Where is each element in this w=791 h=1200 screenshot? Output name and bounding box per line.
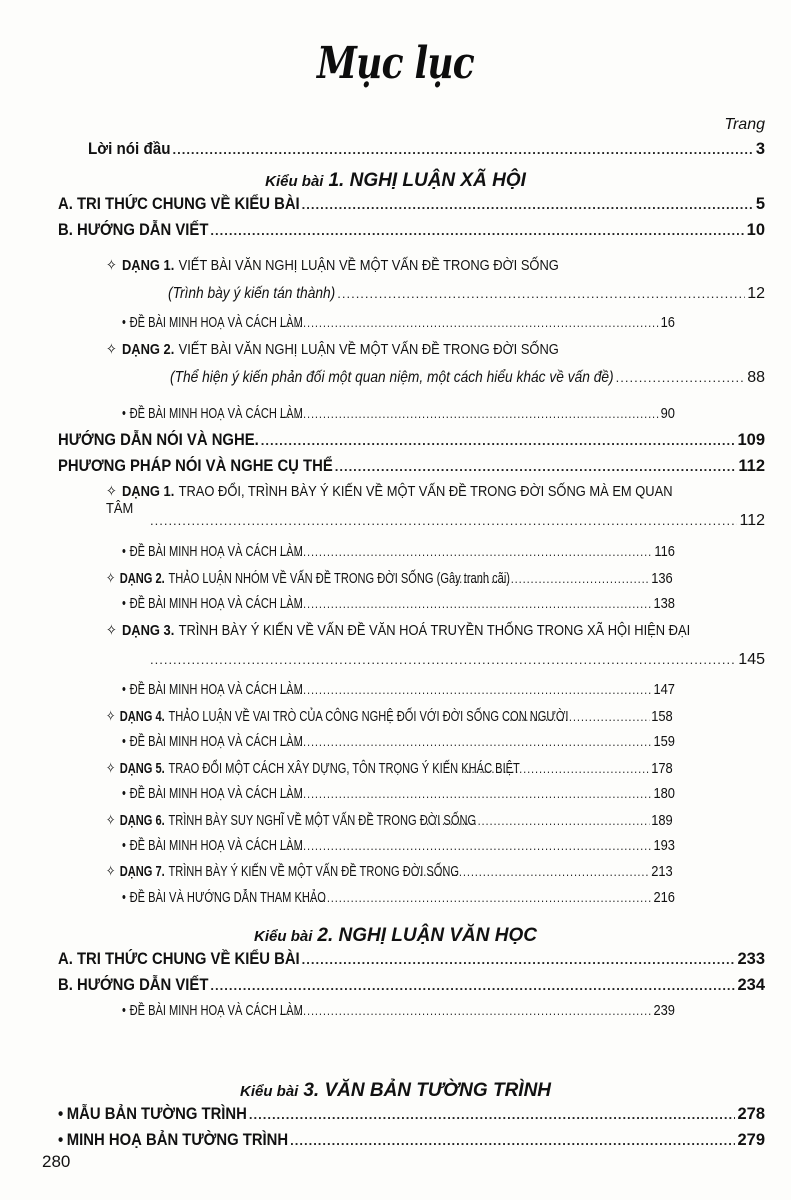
toc-entry-heading: [106, 482, 695, 517]
entry-page-number: 216: [653, 889, 675, 906]
bullet-icon: •: [122, 405, 126, 422]
entry-label: [122, 405, 303, 422]
dot-leader: [279, 315, 659, 330]
dot-leader: [279, 544, 652, 559]
dot-leader: [616, 370, 746, 385]
bullet-icon: •: [122, 595, 126, 612]
toc-entry[interactable]: [58, 1131, 765, 1150]
toc-entry[interactable]: [106, 707, 673, 725]
toc-entry[interactable]: [106, 862, 673, 880]
diamond-marker-icon: ✧: [106, 483, 117, 500]
entry-label: [58, 1131, 288, 1150]
toc-entry[interactable]: [148, 651, 765, 669]
bullet-icon: •: [122, 1002, 126, 1019]
page-title: Mục lục: [317, 38, 474, 89]
preface-label: Lời nói đầu: [88, 140, 171, 158]
bullet-icon: •: [122, 681, 126, 698]
diamond-marker-icon: ✧: [106, 863, 116, 880]
diamond-marker-icon: ✧: [106, 257, 117, 274]
entry-label: [106, 569, 511, 587]
entry-label: [58, 195, 300, 214]
entry-page-number: 147: [653, 681, 675, 698]
entry-label: [122, 681, 303, 698]
bullet-label: ĐỀ BÀI MINH HOẠ VÀ CÁCH LÀM: [129, 543, 303, 560]
dang-title: THẢO LUẬN NHÓM VỀ VẤN ĐỀ TRONG ĐỜI SỐNG (Gây tranh cãi): [168, 570, 511, 587]
entry-page-number: 138: [653, 595, 675, 612]
entry-label-text: A. TRI THỨC CHUNG VỀ KIỂU BÀI: [58, 950, 300, 968]
section-prefix: Kiểu bài: [239, 1083, 299, 1100]
entry-continuation: (Thể hiện ý kiến phản đối một quan niệm, một cách hiểu khác về vấn đề): [170, 369, 614, 386]
bullet-icon: •: [58, 1105, 64, 1123]
entry-label: [106, 759, 520, 777]
toc-entry[interactable]: [58, 1105, 765, 1124]
entry-label-text: A. TRI THỨC CHUNG VỀ KIỂU BÀI: [58, 195, 300, 213]
toc-entry[interactable]: [122, 314, 675, 331]
diamond-marker-icon: ✧: [106, 570, 116, 587]
toc-entry[interactable]: [122, 681, 675, 698]
bullet-label: ĐỀ BÀI MINH HOẠ VÀ CÁCH LÀM: [129, 733, 303, 750]
entry-page-number: 16: [660, 314, 675, 331]
bullet-label: ĐỀ BÀI MINH HOẠ VÀ CÁCH LÀM: [129, 595, 303, 612]
bullet-icon: •: [122, 733, 126, 750]
page-column-header: Trang: [724, 116, 765, 133]
entry-label: [122, 595, 303, 612]
entry-label: [122, 314, 303, 331]
entry-label: [58, 1105, 247, 1124]
dang-title: TRAO ĐỔI, TRÌNH BÀY Ý KIẾN VỀ MỘT VẤN ĐỀ TRONG ĐỜI SỐNG MÀ EM QUAN TÂM: [106, 483, 673, 517]
dot-leader: [150, 652, 736, 667]
toc-entry[interactable]: [58, 221, 765, 240]
bullet-icon: •: [58, 1131, 64, 1149]
entry-label: [106, 811, 477, 829]
toc-entry-heading: [106, 256, 559, 280]
entry-label: [58, 457, 333, 476]
dot-leader: [279, 786, 652, 801]
dot-leader: [210, 978, 735, 993]
dang-label: DẠNG 7.: [119, 863, 165, 880]
dang-label: DẠNG 1.: [121, 257, 175, 274]
entry-page-number: 112: [739, 512, 765, 529]
diamond-marker-icon: ✧: [106, 708, 116, 725]
bullet-label: MẪU BẢN TƯỜNG TRÌNH: [66, 1105, 247, 1123]
toc-entry[interactable]: [148, 512, 765, 530]
dot-leader: [290, 1133, 735, 1148]
entry-label: [168, 285, 335, 303]
entry-label: [106, 707, 569, 725]
entry-label: [122, 543, 303, 560]
bullet-label: ĐỀ BÀI MINH HOẠ VÀ CÁCH LÀM: [129, 837, 303, 854]
bullet-icon: •: [122, 543, 126, 560]
toc-entry[interactable]: [122, 543, 675, 560]
entry-label: [58, 431, 259, 450]
dang-title: VIẾT BÀI VĂN NGHỊ LUẬN VỀ MỘT VẤN ĐỀ TRONG ĐỜI SỐNG: [178, 341, 559, 358]
diamond-marker-icon: ✧: [106, 812, 116, 829]
toc-entry[interactable]: [106, 811, 673, 829]
toc-entry[interactable]: [58, 195, 765, 214]
dot-leader: [261, 433, 736, 448]
dot-leader: [279, 682, 652, 697]
entry-label-text: B. HƯỚNG DẪN VIẾT: [58, 976, 209, 994]
bullet-label: ĐỀ BÀI VÀ HƯỚNG DẪN THAM KHẢO: [129, 889, 326, 906]
dot-leader: [337, 286, 745, 301]
toc-entry[interactable]: [122, 733, 675, 750]
dang-title: VIẾT BÀI VĂN NGHỊ LUẬN VỀ MỘT VẤN ĐỀ TRONG ĐỜI SỐNG: [178, 257, 559, 274]
entry-label: [58, 221, 208, 240]
section-title: 2. NGHỊ LUẬN VĂN HỌC: [317, 925, 537, 946]
entry-continuation: (Trình bày ý kiến tán thành): [168, 285, 336, 302]
toc-entry[interactable]: [58, 431, 765, 450]
dang-label: DẠNG 2.: [119, 570, 165, 587]
entry-page-number: 88: [747, 369, 765, 386]
entry-page-number: 193: [653, 837, 675, 854]
entry-page-number: 109: [737, 431, 765, 449]
entry-label-text: PHƯƠNG PHÁP NÓI VÀ NGHE CỤ THỂ: [58, 457, 333, 475]
diamond-marker-icon: ✧: [106, 622, 117, 639]
bullet-icon: •: [122, 314, 126, 331]
entry-label: [122, 837, 303, 854]
toc-entry[interactable]: [122, 1002, 675, 1019]
bullet-icon: •: [122, 889, 126, 906]
toc-entry[interactable]: [122, 889, 675, 906]
entry-page-number: 12: [747, 285, 765, 302]
toc-entry[interactable]: [168, 285, 765, 303]
bullet-icon: •: [122, 837, 126, 854]
dot-leader: [279, 596, 652, 611]
toc-entry[interactable]: [106, 759, 673, 777]
toc-entry-heading: [106, 340, 559, 364]
section-heading: [0, 1080, 791, 1102]
entry-label: [122, 889, 326, 906]
entry-label: [58, 950, 300, 969]
entry-page-number: 234: [737, 976, 765, 994]
toc-entry[interactable]: [58, 976, 765, 995]
diamond-marker-icon: ✧: [106, 341, 117, 358]
section-heading: [0, 925, 791, 947]
bullet-label: ĐỀ BÀI MINH HOẠ VÀ CÁCH LÀM: [129, 405, 303, 422]
dang-label: DẠNG 2.: [121, 341, 175, 358]
entry-page-number: 5: [755, 195, 765, 213]
entry-label: [122, 733, 303, 750]
bullet-label: ĐỀ BÀI MINH HOẠ VÀ CÁCH LÀM: [129, 681, 303, 698]
entry-page-number: 158: [651, 708, 673, 725]
dang-label: DẠNG 1.: [121, 483, 175, 500]
entry-page-number: 90: [660, 405, 675, 422]
toc-entry[interactable]: [106, 569, 673, 587]
entry-page-number: 145: [738, 651, 765, 668]
entry-page-number: 233: [737, 950, 765, 968]
section-prefix: Kiểu bài: [265, 173, 324, 190]
dot-leader: [335, 459, 737, 474]
toc-entry[interactable]: [88, 140, 765, 159]
entry-page-number: 278: [737, 1105, 765, 1123]
dang-title: TRÌNH BÀY Ý KIẾN VỀ MỘT VẤN ĐỀ TRONG ĐỜI SỐNG: [168, 863, 460, 880]
entry-label: [170, 369, 614, 387]
entry-label: [106, 862, 460, 880]
section-heading: [0, 170, 791, 192]
dot-leader: [249, 1107, 736, 1122]
entry-page-number: 239: [653, 1002, 675, 1019]
entry-page-number: 180: [653, 785, 675, 802]
dang-title: TRÌNH BÀY Ý KIẾN VỀ VẤN ĐỀ VĂN HOÁ TRUYỀN THỐNG TRONG XÃ HỘI HIỆN ĐẠI: [178, 622, 691, 639]
bullet-label: ĐỀ BÀI MINH HOẠ VÀ CÁCH LÀM: [129, 1002, 303, 1019]
dot-leader: [279, 734, 652, 749]
dang-title: THẢO LUẬN VỀ VAI TRÒ CỦA CÔNG NGHỆ ĐỐI VỚI ĐỜI SỐNG CON NGƯỜI: [168, 708, 569, 725]
dot-leader: [172, 142, 753, 157]
dot-leader: [299, 890, 652, 905]
toc-entry[interactable]: [122, 595, 675, 612]
dot-leader: [150, 513, 737, 528]
entry-page-number: 178: [651, 760, 673, 777]
entry-label-text: HƯỚNG DẪN NÓI VÀ NGHE.: [58, 431, 259, 449]
bullet-label: ĐỀ BÀI MINH HOẠ VÀ CÁCH LÀM: [129, 785, 303, 802]
entry-label: [122, 1002, 303, 1019]
toc-entry[interactable]: [58, 457, 765, 476]
toc-entry[interactable]: [58, 950, 765, 969]
entry-page-number: 10: [746, 221, 765, 239]
toc-entry-heading: [106, 621, 690, 645]
entry-page-number: 159: [653, 733, 675, 750]
entry-page-number: 112: [738, 457, 765, 475]
toc-entry[interactable]: [122, 837, 675, 854]
entry-label: [122, 785, 303, 802]
dang-label: DẠNG 6.: [119, 812, 165, 829]
dot-leader: [302, 197, 753, 212]
bullet-label: MINH HOẠ BẢN TƯỜNG TRÌNH: [66, 1131, 289, 1149]
entry-page-number: 189: [651, 812, 673, 829]
entry-label-text: B. HƯỚNG DẪN VIẾT: [58, 221, 209, 239]
entry-label: [88, 140, 170, 159]
section-prefix: Kiểu bài: [254, 928, 313, 945]
diamond-marker-icon: ✧: [106, 760, 116, 777]
dang-title: TRAO ĐỔI MỘT CÁCH XÂY DỰNG, TÔN TRỌNG Ý KIẾN KHÁC BIỆT: [168, 760, 520, 777]
section-title: 1. NGHỊ LUẬN XÃ HỘI: [328, 170, 526, 191]
dang-label: DẠNG 4.: [119, 708, 165, 725]
entry-page-number: 279: [737, 1131, 765, 1149]
dang-title: TRÌNH BÀY SUY NGHĨ VỀ MỘT VẤN ĐỀ TRONG ĐỜI SỐNG: [168, 812, 477, 829]
dot-leader: [279, 838, 652, 853]
page-number: 280: [42, 1152, 71, 1171]
entry-page-number: 3: [755, 140, 765, 158]
toc-entry[interactable]: [122, 405, 675, 422]
dot-leader: [279, 406, 659, 421]
entry-page-number: 136: [651, 570, 673, 587]
toc-entry[interactable]: [122, 785, 675, 802]
entry-page-number: 213: [651, 863, 673, 880]
dot-leader: [279, 1003, 652, 1018]
entry-label: [58, 976, 208, 995]
bullet-label: ĐỀ BÀI MINH HOẠ VÀ CÁCH LÀM: [129, 314, 303, 331]
dot-leader: [210, 223, 744, 238]
entry-page-number: 116: [654, 543, 675, 560]
dang-label: DẠNG 3.: [121, 622, 175, 639]
dot-leader: [302, 952, 736, 967]
section-title: 3. VĂN BẢN TƯỜNG TRÌNH: [303, 1080, 552, 1101]
bullet-icon: •: [122, 785, 126, 802]
dang-label: DẠNG 5.: [119, 760, 165, 777]
toc-entry[interactable]: [170, 369, 765, 387]
